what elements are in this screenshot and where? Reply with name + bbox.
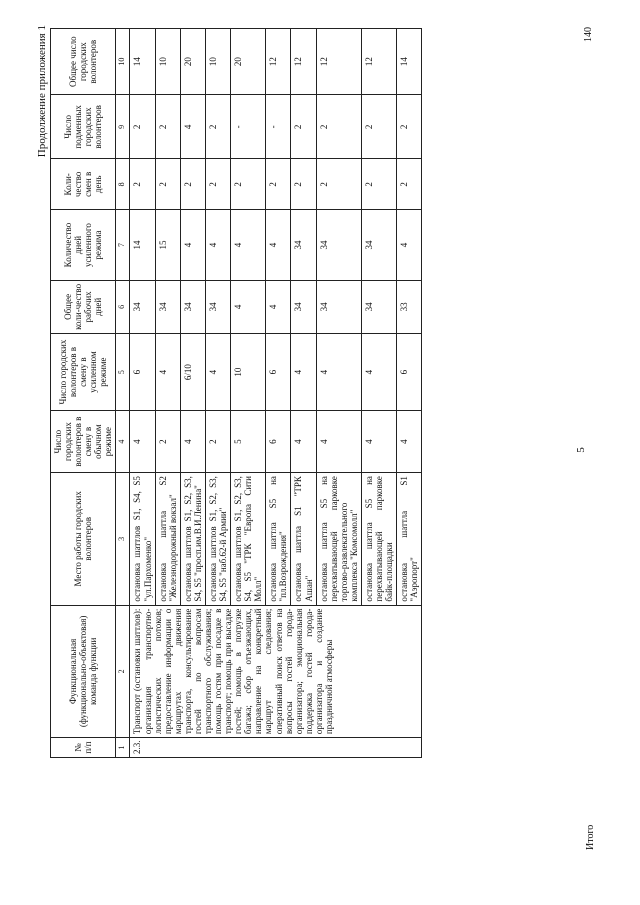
place-cell: остановка шаттлов S1, S2, S3, S4, S5 "просп.им.В.И.Ленина": [180, 473, 205, 606]
col-number: 9: [116, 95, 130, 159]
col-header: Коли-чество смен в день: [51, 159, 116, 210]
shifts-per-day-cell: 2: [155, 159, 180, 210]
volunteers-enhanced-cell: 4: [316, 333, 361, 410]
continuation-note: Продолжение приложения 1: [36, 25, 48, 158]
enhanced-days-cell: 4: [266, 210, 291, 281]
shifts-per-day-cell: 2: [361, 159, 396, 210]
col-header: Общее коли-чество рабочих дней: [51, 280, 116, 333]
volunteers-enhanced-cell: 4: [361, 333, 396, 410]
volunteers-normal-cell: 4: [361, 411, 396, 473]
volunteers-enhanced-cell: 10: [231, 333, 266, 410]
substitute-volunteers-cell: 2: [205, 95, 230, 159]
substitute-volunteers-cell: -: [266, 95, 291, 159]
col-header: Количество дней усиленного режима: [51, 210, 116, 281]
volunteers-enhanced-cell: 6/10: [180, 333, 205, 410]
substitute-volunteers-cell: 2: [130, 95, 155, 159]
col-number: 10: [116, 29, 130, 95]
total-volunteers-cell: 14: [397, 29, 422, 95]
volunteers-enhanced-cell: 4: [291, 333, 316, 410]
substitute-volunteers-cell: 2: [316, 95, 361, 159]
volunteers-normal-cell: 5: [231, 411, 266, 473]
col-header: Число городских волонтеров в смену в обычном режиме: [51, 411, 116, 473]
place-cell: остановка шаттлов S1, S4, S5 "ул.Пархоменко": [130, 473, 155, 606]
working-days-cell: 33: [397, 280, 422, 333]
enhanced-days-cell: 15: [155, 210, 180, 281]
page-number: 5: [575, 447, 587, 453]
working-days-cell: 34: [130, 280, 155, 333]
header-row: [51, 29, 116, 758]
row-number: 2.3.: [130, 738, 422, 758]
total-volunteers-cell: 12: [316, 29, 361, 95]
enhanced-days-cell: 4: [231, 210, 266, 281]
volunteer-table: [50, 28, 422, 758]
volunteers-normal-cell: 4: [316, 411, 361, 473]
place-cell: остановка шаттла S5 на перехватывающей парковке торгово-развлекательного комплекса "Комсомолл": [316, 473, 361, 606]
col-number: 2: [116, 605, 130, 738]
volunteers-enhanced-cell: 4: [155, 333, 180, 410]
substitute-volunteers-cell: 2: [361, 95, 396, 159]
enhanced-days-cell: 34: [316, 210, 361, 281]
total-volunteers-cell: 12: [291, 29, 316, 95]
substitute-volunteers-cell: 2: [397, 95, 422, 159]
col-header: Функциональная (функционально-объектовая) команда функции: [51, 605, 116, 738]
col-header: Число городских волонтеров в смену в усиленном режиме: [51, 333, 116, 410]
place-cell: остановка шаттлов S1, S2, S3, S4, S5 "наб.62-й Армии": [205, 473, 230, 606]
col-number: 8: [116, 159, 130, 210]
shifts-per-day-cell: 2: [316, 159, 361, 210]
col-number: 4: [116, 411, 130, 473]
place-cell: остановка шаттла S1 "ТРК Ашан": [291, 473, 316, 606]
shifts-per-day-cell: 2: [266, 159, 291, 210]
working-days-cell: 4: [231, 280, 266, 333]
enhanced-days-cell: 14: [130, 210, 155, 281]
function-description: Транспорт (остановки шаттлов): организация транспортно-логистических потоков; предоставление информации о маршрутах движения транспорта, консультирование гостей по вопросам транспортного обслуживания; помощь гостям при посадке в транспорт; помощь при высадке гостей; помощь в погрузке багажа; сбор отъезжающих, направление на конкретный маршрут следования; оперативный поиск ответов на вопросы гостей города-организатора; эмоциональная поддержка гостей города-организатора и создание праздничной атмосферы: [130, 605, 422, 738]
volunteers-normal-cell: 2: [205, 411, 230, 473]
col-header: Число подменных городских волонтеров: [51, 95, 116, 159]
col-header: Место работы городских волонтеров: [51, 473, 116, 606]
working-days-cell: 4: [266, 280, 291, 333]
substitute-volunteers-cell: -: [231, 95, 266, 159]
enhanced-days-cell: 34: [361, 210, 396, 281]
place-cell: остановка шаттла S2 "Железнодорожный вокзал": [155, 473, 180, 606]
shifts-per-day-cell: 2: [397, 159, 422, 210]
col-number: 5: [116, 333, 130, 410]
volunteers-enhanced-cell: 6: [266, 333, 291, 410]
place-cell: остановка шаттла S5 на перехватывающей парковке байк-площадки: [361, 473, 396, 606]
total-volunteers-cell: 20: [231, 29, 266, 95]
place-cell: остановка шаттла S5 на "пл.Возрождения": [266, 473, 291, 606]
volunteers-normal-cell: 4: [180, 411, 205, 473]
working-days-cell: 34: [180, 280, 205, 333]
col-header: Общее число городских волонтеров: [51, 29, 116, 95]
enhanced-days-cell: 4: [397, 210, 422, 281]
substitute-volunteers-cell: 2: [291, 95, 316, 159]
shifts-per-day-cell: 2: [231, 159, 266, 210]
total-value: 140: [583, 27, 594, 42]
total-volunteers-cell: 10: [205, 29, 230, 95]
total-volunteers-cell: 12: [361, 29, 396, 95]
total-volunteers-cell: 10: [155, 29, 180, 95]
volunteers-enhanced-cell: 6: [397, 333, 422, 410]
col-header: № п/п: [51, 738, 116, 758]
total-volunteers-cell: 20: [180, 29, 205, 95]
place-cell: остановка шаттла S1 "Аэропорт": [397, 473, 422, 606]
column-number-row: [116, 29, 130, 758]
table-body: [130, 29, 422, 758]
shifts-per-day-cell: 2: [291, 159, 316, 210]
col-number: 1: [116, 738, 130, 758]
volunteers-enhanced-cell: 6: [130, 333, 155, 410]
enhanced-days-cell: 34: [291, 210, 316, 281]
working-days-cell: 34: [361, 280, 396, 333]
shifts-per-day-cell: 2: [130, 159, 155, 210]
substitute-volunteers-cell: 2: [155, 95, 180, 159]
col-number: 7: [116, 210, 130, 281]
working-days-cell: 34: [291, 280, 316, 333]
total-label: Итого: [585, 824, 596, 850]
total-volunteers-cell: 12: [266, 29, 291, 95]
shifts-per-day-cell: 2: [205, 159, 230, 210]
place-cell: остановка шаттлов S1, S2, S3, S4, S5 "ТРК "Европа Сити Молл": [231, 473, 266, 606]
volunteers-normal-cell: 4: [291, 411, 316, 473]
substitute-volunteers-cell: 4: [180, 95, 205, 159]
shifts-per-day-cell: 2: [180, 159, 205, 210]
volunteers-normal-cell: 2: [155, 411, 180, 473]
col-number: 3: [116, 473, 130, 606]
volunteers-normal-cell: 4: [130, 411, 155, 473]
volunteers-normal-cell: 4: [397, 411, 422, 473]
working-days-cell: 34: [316, 280, 361, 333]
working-days-cell: 34: [205, 280, 230, 333]
enhanced-days-cell: 4: [180, 210, 205, 281]
working-days-cell: 34: [155, 280, 180, 333]
col-number: 6: [116, 280, 130, 333]
table-row: [130, 29, 155, 758]
total-volunteers-cell: 14: [130, 29, 155, 95]
enhanced-days-cell: 4: [205, 210, 230, 281]
volunteers-normal-cell: 6: [266, 411, 291, 473]
volunteers-enhanced-cell: 4: [205, 333, 230, 410]
